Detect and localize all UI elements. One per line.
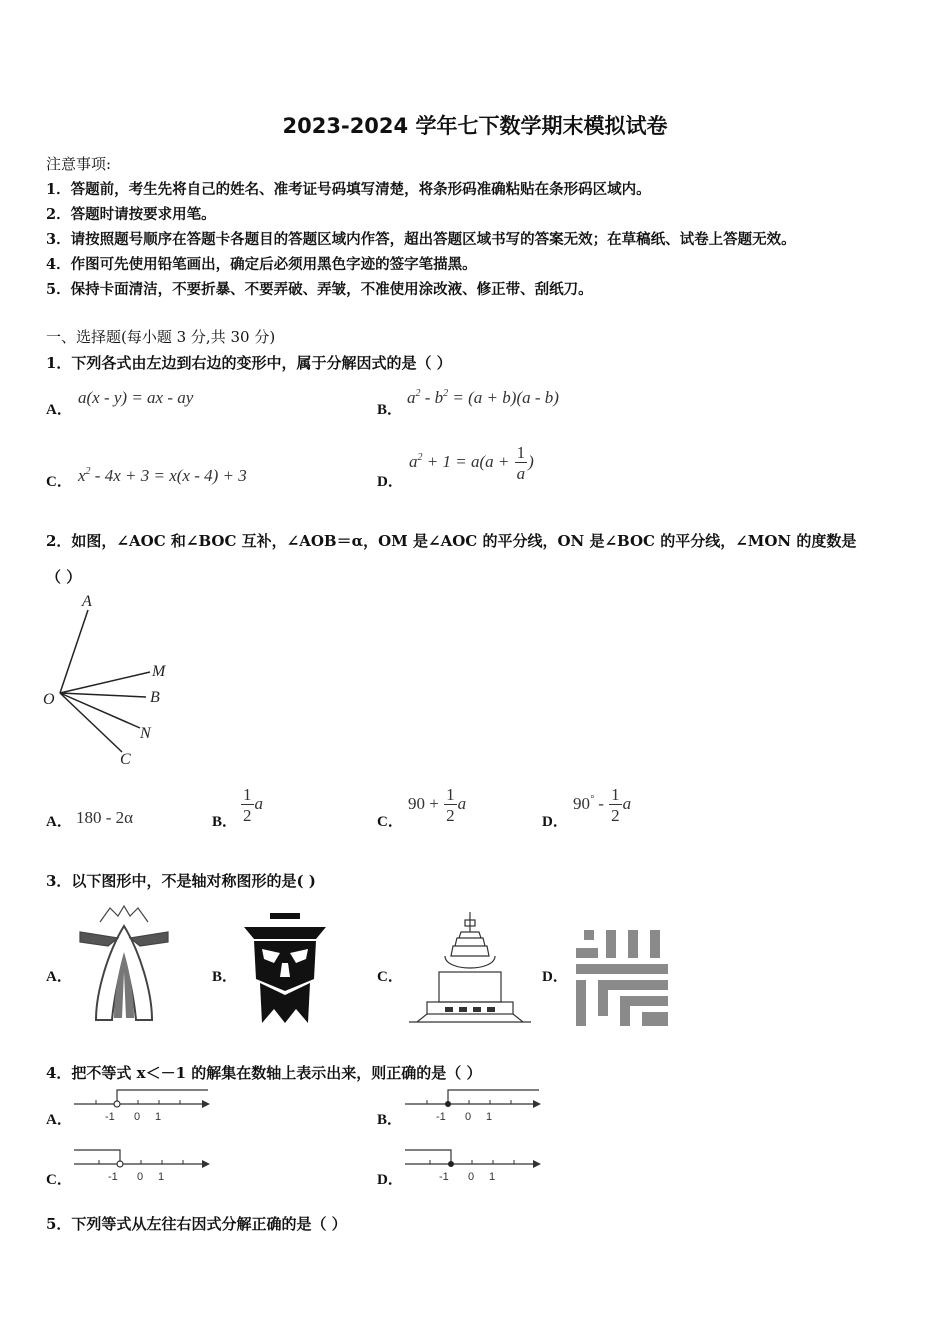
q1b-rest: = (a + b)(a - b) <box>448 388 559 407</box>
q3-figure-a-bird <box>78 902 170 1028</box>
q2c-var: a <box>457 793 467 813</box>
tick-label-neg1: -1 <box>439 1171 449 1183</box>
pattern-bar-11 <box>620 996 630 1026</box>
window-2 <box>459 1007 467 1012</box>
q2-option-d-expression <box>573 786 631 824</box>
label-n: N <box>140 725 151 742</box>
notice-item-5: 5．保持卡面清洁，不要折暴、不要弄破、弄皱，不准使用涂改液、修正带、刮纸刀。 <box>46 281 593 298</box>
ray-oa <box>60 610 88 693</box>
page-title: 2023-2024 学年七下数学期末模拟试卷 <box>282 114 668 138</box>
q1c-base-x: x <box>78 466 86 485</box>
notice-item-1: 1．答题前，考生先将自己的姓名、准考证号码填写清楚，将条形码准确粘贴在条形码区域内。 <box>46 181 651 198</box>
pattern-bar-6 <box>576 964 668 974</box>
question-5-stem: 5．下列等式从左往右因式分解正确的是（ ） <box>46 1215 347 1233</box>
ray-ob <box>60 693 146 697</box>
q2d-numerator: 1 <box>611 785 620 804</box>
base-tier <box>439 972 501 1002</box>
q2c-fraction <box>444 786 457 824</box>
q2-option-d-label: D． <box>542 814 568 830</box>
q2b-numerator: 1 <box>243 785 252 804</box>
angle-figure <box>40 590 190 780</box>
label-a: A <box>82 593 92 610</box>
axis-arrow <box>202 1160 210 1168</box>
hat-brim <box>244 927 326 939</box>
platform <box>427 1002 513 1014</box>
label-c: C <box>120 751 131 768</box>
pattern-bar-12 <box>642 1012 668 1026</box>
q2d-denominator: 2 <box>611 806 620 825</box>
pattern-bar-5 <box>576 948 598 958</box>
tick-label-1: 1 <box>489 1171 496 1183</box>
pattern-bar-1 <box>584 930 594 940</box>
tiers <box>451 932 489 956</box>
q3-figure-b-opera-mask <box>244 913 326 1025</box>
q1b-base-a: a <box>407 388 416 407</box>
solid-dot <box>445 1101 451 1107</box>
notice-item-2: 2．答题时请按要求用笔。 <box>46 206 216 223</box>
q1-option-b-expression <box>407 388 559 408</box>
question-4-stem: 4．把不等式 x＜－1 的解集在数轴上表示出来，则正确的是（ ） <box>46 1064 482 1082</box>
question-1-stem: 1．下列各式由左边到右边的变形中，属于分解因式的是（ ） <box>46 354 452 372</box>
q2b-denominator: 2 <box>243 806 252 825</box>
notice-item-3: 3．请按照题号顺序在答题卡各题目的答题区域内作答，超出答题区域书写的答案无效；在草稿纸、试卷上答题无效。 <box>46 231 796 248</box>
q1b-exp-a: 2 <box>415 388 421 399</box>
q1c-exp: 2 <box>85 466 91 477</box>
q4-option-d-label: D． <box>377 1172 403 1188</box>
ray-om <box>60 672 150 693</box>
tick-label-0: 0 <box>134 1111 141 1123</box>
q2b-var: a <box>254 793 263 813</box>
ray-on <box>60 693 140 728</box>
q2c-numerator: 1 <box>446 785 455 804</box>
q1d-mid: + 1 = a(a + <box>422 451 514 471</box>
pattern-bar-2 <box>606 930 616 958</box>
q2-option-a-label: A． <box>46 814 72 830</box>
right-wing <box>130 932 168 946</box>
tick-label-neg1: -1 <box>105 1111 115 1123</box>
q4-number-line-a <box>72 1088 212 1128</box>
mountain-outline <box>100 906 148 922</box>
q1-option-a-label: A． <box>46 402 72 418</box>
pattern-bar-4 <box>650 930 660 958</box>
q1c-rest: - 4x + 3 = x(x - 4) + 3 <box>90 466 247 485</box>
open-dot <box>114 1101 120 1107</box>
q2b-fraction <box>241 786 254 824</box>
section-heading: 一、选择题(每小题 3 分,共 30 分) <box>46 328 276 346</box>
pattern-bar-9 <box>598 980 608 1016</box>
q1d-exp: 2 <box>417 451 423 463</box>
q4-number-line-b <box>403 1088 543 1128</box>
notice-heading: 注意事项: <box>46 155 112 173</box>
pattern-bar-7 <box>576 980 586 1026</box>
label-b: B <box>150 689 160 706</box>
q3-option-c-label: C． <box>377 969 403 985</box>
left-wing <box>80 932 118 946</box>
q1b-minus: - <box>420 388 435 407</box>
solution-ray <box>74 1150 120 1162</box>
q2-option-c-label: C． <box>377 814 403 830</box>
pattern-bar-3 <box>628 930 638 958</box>
q2c-denominator: 2 <box>446 806 455 825</box>
q2-option-c-expression <box>408 786 466 824</box>
q2d-fraction <box>609 786 622 824</box>
pattern-bar-8 <box>598 980 668 990</box>
q3-option-b-label: B． <box>212 969 238 985</box>
label-m: M <box>152 663 166 680</box>
dome <box>445 956 495 968</box>
window-3 <box>473 1007 481 1012</box>
tick-label-1: 1 <box>486 1111 493 1123</box>
q4-option-a-label: A． <box>46 1112 72 1128</box>
q3-figure-c-pagoda <box>409 910 531 1026</box>
q2d-degree: ° <box>590 793 594 805</box>
solid-dot <box>448 1161 454 1167</box>
q3-figure-d-pattern <box>576 930 668 1026</box>
q1-option-b-label: B． <box>377 402 403 418</box>
q1d-denominator: a <box>516 464 526 483</box>
tick-label-0: 0 <box>468 1171 475 1183</box>
q1b-exp-b: 2 <box>443 388 449 399</box>
q1d-fraction <box>515 444 528 482</box>
axis-arrow <box>533 1160 541 1168</box>
q1-option-d-label: D． <box>377 474 403 490</box>
q1d-end: ) <box>528 451 534 471</box>
q4-number-line-d <box>403 1146 543 1188</box>
question-3-stem: 3．以下图形中，不是轴对称图形的是( ) <box>46 872 316 890</box>
q1d-base-a: a <box>409 451 418 471</box>
solution-ray <box>448 1090 539 1102</box>
q2d-minus: - <box>594 793 609 813</box>
question-2-stem: 2．如图，∠AOC 和∠BOC 互补，∠AOB＝α，OM 是∠AOC 的平分线，ON 是∠BOC 的平分线，∠MON 的度数是 <box>46 532 857 550</box>
q1-option-c-expression <box>78 466 247 486</box>
tick-label-neg1: -1 <box>436 1111 446 1123</box>
q2-option-a-expression: 180 - 2α <box>76 808 134 827</box>
notice-item-4: 4．作图可先使用铅笔画出，确定后必须用黑色字迹的签字笔描黑。 <box>46 256 477 273</box>
q2d-prefix: 90 <box>573 793 590 813</box>
solution-ray <box>405 1150 451 1162</box>
q2-option-b-label: B． <box>212 814 238 830</box>
ray-oc <box>60 693 122 752</box>
tick-label-1: 1 <box>158 1171 165 1183</box>
q1-option-d-expression <box>409 444 534 482</box>
q4-number-line-c <box>72 1146 212 1188</box>
window-1 <box>445 1007 453 1012</box>
q2c-prefix: 90 + <box>408 793 444 813</box>
q1d-numerator: 1 <box>516 443 526 462</box>
tick-label-0: 0 <box>465 1111 472 1123</box>
tick-label-0: 0 <box>137 1171 144 1183</box>
open-dot <box>117 1161 123 1167</box>
q2d-var: a <box>622 793 632 813</box>
q3-option-a-label: A． <box>46 969 72 985</box>
hat-top <box>270 913 300 919</box>
tick-label-1: 1 <box>155 1111 162 1123</box>
solution-ray <box>117 1090 208 1102</box>
window-4 <box>487 1007 495 1012</box>
q3-option-d-label: D． <box>542 969 568 985</box>
q2-option-b-expression <box>240 786 263 824</box>
q4-option-c-label: C． <box>46 1172 72 1188</box>
q1b-base-b: b <box>434 388 444 407</box>
question-2-blank: （ ） <box>46 568 82 586</box>
label-o: O <box>43 691 55 708</box>
axis-arrow <box>202 1100 210 1108</box>
tick-label-neg1: -1 <box>108 1171 118 1183</box>
q1-option-a-expression: a(x - y) = ax - ay <box>78 388 194 407</box>
axis-arrow <box>533 1100 541 1108</box>
bird-inner <box>114 952 134 1018</box>
q4-option-b-label: B． <box>377 1112 403 1128</box>
q1-option-c-label: C． <box>46 474 72 490</box>
